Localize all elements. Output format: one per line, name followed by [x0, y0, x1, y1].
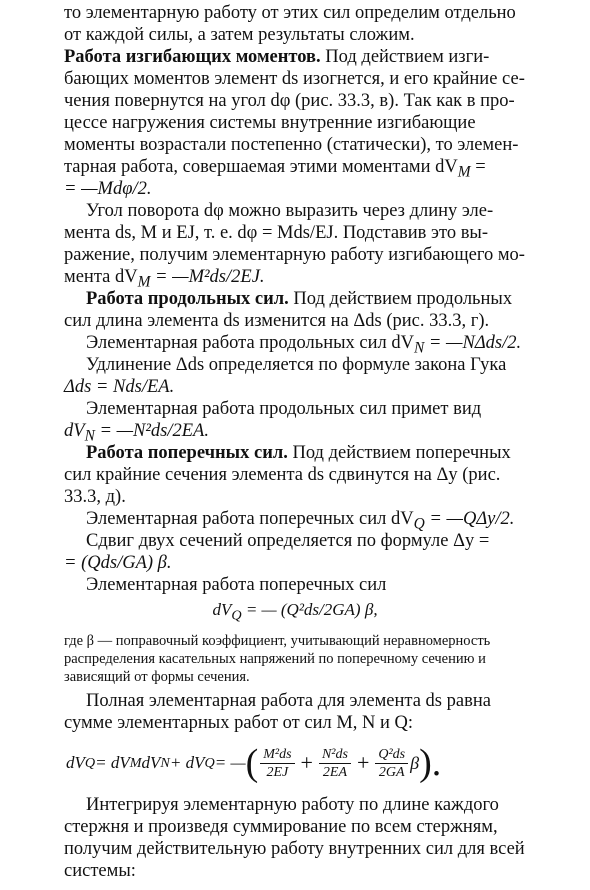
- footnote-line: где β — поправочный коэффициент, учитывающий неравномерность: [64, 633, 491, 649]
- text-line: Δds = Nds/EA.: [64, 377, 175, 397]
- footnote-line: зависящий от формы сечения.: [64, 669, 250, 685]
- text-line: получим действительную работу внутренних сил для всей: [64, 839, 525, 859]
- section-heading-axial: Работа продольных сил. Под действием продольных: [86, 289, 513, 309]
- text-line: бающих моментов элемент ds изогнется, и его крайние се-: [64, 69, 525, 89]
- text-line: сил крайние сечения элемента ds сдвинутся на Δy (рис.: [64, 465, 501, 485]
- text-line: 33.3, д).: [64, 487, 126, 507]
- equation-total-elementary-work: dV Q = dV M dV N + dV Q = — ( $\frac{\text{M²ds}}{2EJ}$ + $\frac{\text{N²ds}}{2EA}$ + $\frac{\text{Q²ds}}{2GA}$ β ).: [66, 742, 442, 784]
- fraction-axial: $\frac{\text{N²ds}}{2EA}$: [319, 746, 351, 781]
- text-line: Полная элементарная работа для элемента ds равна: [86, 691, 491, 711]
- section-heading-bending: Работа изгибающих моментов. Под действием изги-: [64, 47, 490, 67]
- text-line: от каждой силы, а затем результаты сложим.: [64, 25, 415, 45]
- text-line: моменты возрастали постепенно (статически), то элемен-: [64, 135, 519, 155]
- formula-shear-work: $dV_Q$ = — (Q²ds/2GA) β,: [212, 600, 378, 624]
- fraction-bending: $\frac{\text{M²ds}}{2EJ}$: [260, 746, 294, 781]
- text-line: = —Mdφ/2.: [64, 179, 152, 199]
- text-line: Элементарная работа продольных сил $dV_N$ = —NΔds/2.: [86, 333, 522, 357]
- text-line: тарная работа, совершаемая этими моментами $dV_M$ =: [64, 157, 486, 181]
- section-heading-shear: Работа поперечных сил. Под действием поперечных: [86, 443, 511, 463]
- text-line: Элементарная работа продольных сил примет вид: [86, 399, 482, 419]
- text-line: то элементарную работу от этих сил определим отдельно: [64, 3, 516, 23]
- text-line: стержня и произведя суммирование по всем стержням,: [64, 817, 498, 837]
- text-line: сумме элементарных работ от сил M, N и Q:: [64, 713, 414, 733]
- text-line: Интегрируя элементарную работу по длине каждого: [86, 795, 499, 815]
- text-line: Сдвиг двух сечений определяется по формуле Δy =: [86, 531, 490, 551]
- text-line: сил длина элемента ds изменится на Δds (рис. 33.3, г).: [64, 311, 490, 331]
- fraction-shear: $\frac{\text{Q²ds}}{2GA}$: [375, 746, 408, 781]
- text-line: Угол поворота dφ можно выразить через длину эле-: [86, 201, 494, 221]
- text-line: мента $dV_M$ = —M²ds/2EJ.: [64, 267, 265, 291]
- footnote-line: распределения касательных напряжений по поперечному сечению и: [64, 651, 486, 667]
- text-line: цессе нагружения системы внутренние изгибающие: [64, 113, 476, 133]
- text-line: чения повернутся на угол dφ (рис. 33.3, в). Так как в про-: [64, 91, 515, 111]
- text-line: мента ds, M и EJ, т. е. dφ = Mds/EJ. Подставив это вы-: [64, 223, 489, 243]
- text-line: Элементарная работа поперечных сил: [86, 575, 387, 595]
- text-line: = (Qds/GA) β.: [64, 553, 172, 573]
- text-line: системы:: [64, 861, 136, 881]
- text-line: $dV_N$ = —N²ds/2EA.: [64, 421, 209, 445]
- text-line: ражение, получим элементарную работу изгибающего мо-: [64, 245, 525, 265]
- text-line: Удлинение Δds определяется по формуле закона Гука: [86, 355, 507, 375]
- text-line: Элементарная работа поперечных сил $dV_Q$ = —QΔy/2.: [86, 509, 515, 533]
